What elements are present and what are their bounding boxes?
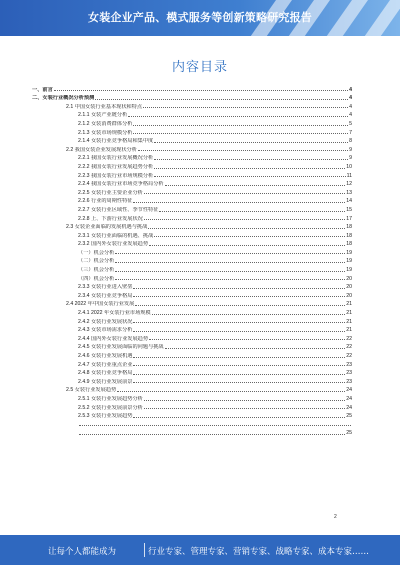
toc-leader-dots <box>133 357 345 358</box>
page-number: 2 <box>334 514 337 520</box>
footer-expertise-list: 行业专家、管理专家、营销专家、战略专家、成本专家…… <box>148 547 370 557</box>
toc-leader-dots <box>133 417 345 418</box>
toc-entry-title: 2.3.1 女装行业面临的机遇、挑战 <box>78 232 154 239</box>
toc-entry[interactable] <box>28 393 352 402</box>
toc-entry[interactable] <box>28 290 352 299</box>
toc-leader-dots <box>144 400 345 401</box>
toc-entry[interactable] <box>28 204 352 213</box>
toc-entry-title: 2.2.4 我国女装行业市场竞争格局分析 <box>78 181 164 188</box>
toc-entry[interactable] <box>28 342 352 351</box>
toc-leader-dots <box>133 288 345 289</box>
toc-entry[interactable] <box>28 385 352 394</box>
toc-entry-title: 2.4.1 2022 年女装行业市场规模 <box>78 310 151 317</box>
footer-slogan: 让每个人都能成为 <box>48 547 117 557</box>
toc-leader-dots <box>165 185 346 186</box>
toc-entry[interactable] <box>28 376 352 385</box>
toc-leader-dots <box>154 176 345 177</box>
toc-entry[interactable] <box>28 153 352 162</box>
toc-entry-title: 2.2.3 我国女装行业市场规模分析 <box>78 172 154 179</box>
toc-entry-page: 18 <box>346 241 352 248</box>
toc-entry-page: 22 <box>346 344 352 351</box>
toc-leader-dots <box>133 125 348 126</box>
toc-entry-page: 25 <box>346 430 352 437</box>
toc-entry[interactable] <box>28 350 352 359</box>
toc-entry[interactable] <box>28 110 352 119</box>
toc-entry-title: 2.4.7 女装行业重点企业 <box>78 361 133 368</box>
toc-leader-dots <box>115 253 345 254</box>
toc-leader-dots <box>79 434 345 435</box>
toc-entry[interactable] <box>28 222 352 231</box>
toc-entry-page: 14 <box>346 198 352 205</box>
toc-entry-page: 22 <box>346 353 352 359</box>
toc-entry[interactable] <box>28 282 352 291</box>
toc-entry-title: （三）机会分析 <box>78 267 115 274</box>
toc-entry-title: 2.2.6 行业的周期性特征 <box>78 198 133 205</box>
toc-leader-dots <box>165 348 346 349</box>
toc-entry[interactable] <box>28 299 352 308</box>
toc-entry[interactable] <box>28 256 352 265</box>
toc-leader-dots <box>95 99 348 100</box>
toc-leader-dots <box>149 245 345 246</box>
toc-entry-page: 5 <box>349 120 352 127</box>
toc-entry-page: 9 <box>349 155 352 162</box>
toc-entry[interactable] <box>28 307 352 316</box>
toc-leader-dots <box>128 116 348 117</box>
toc-entry-page: 21 <box>346 327 352 334</box>
toc-entry[interactable] <box>28 368 352 377</box>
toc-entry[interactable] <box>28 144 352 153</box>
toc-entry-title: 2.2.2 我国女装行业发展趋势分析 <box>78 163 154 170</box>
toc-entry-page: 11 <box>346 172 352 179</box>
toc-entry-title: 2.2.5 女装行业主要企业分析 <box>78 189 143 196</box>
toc-entry-page: 24 <box>346 387 352 394</box>
toc-leader-dots <box>133 331 345 332</box>
toc-leader-dots <box>133 322 345 323</box>
toc-entry[interactable] <box>28 239 352 248</box>
toc-entry[interactable] <box>28 179 352 188</box>
toc-title: 内容目录 <box>171 60 228 75</box>
toc-entry-page: 4 <box>349 112 352 119</box>
toc-leader-dots <box>144 219 345 220</box>
toc-entry[interactable] <box>28 101 352 110</box>
toc-entry-page: 4 <box>349 103 352 110</box>
toc-entry-title: 2.1.3 女装市场规模分析 <box>78 129 133 136</box>
toc-entry-page: 23 <box>346 378 352 385</box>
toc-entry-page: 8 <box>349 138 352 145</box>
toc-leader-dots <box>149 339 345 340</box>
toc-entry-title: 一、前言 <box>32 86 53 93</box>
toc-entry[interactable] <box>28 93 352 102</box>
toc-entry-page: 21 <box>346 318 352 325</box>
toc-entry[interactable] <box>28 136 352 145</box>
toc-entry-page: 23 <box>346 370 352 377</box>
toc-entry-page: 15 <box>346 206 352 213</box>
toc-entry-page: 7 <box>349 129 352 136</box>
toc-entry-page: 19 <box>346 267 352 274</box>
toc-entry-title: 2.5.1 女装行业发展趋势分析 <box>78 395 143 402</box>
toc-entry-page: 20 <box>346 284 352 291</box>
toc-leader-dots <box>79 425 351 426</box>
toc-entry-title: （一）机会分析 <box>78 249 115 256</box>
toc-entry-title: 2.5 女装行业发展趋势 <box>66 387 117 394</box>
toc-entry-title: 2.4.5 女装行业发展面临的问题与挑战 <box>78 344 164 351</box>
toc-leader-dots <box>144 193 345 194</box>
toc-entry-title: 2.1.1 女装产业链分析 <box>78 112 128 119</box>
toc-entry-page: 21 <box>346 310 352 317</box>
toc-entry-page: 13 <box>346 189 352 196</box>
toc-entry-page: 17 <box>346 215 352 222</box>
toc-entry-title: 2.3.2 国内外女装行业发展趋势 <box>78 241 149 248</box>
toc-entry[interactable] <box>28 333 352 342</box>
toc-entry[interactable] <box>28 230 352 239</box>
toc-entry[interactable] <box>28 247 352 256</box>
toc-entry[interactable] <box>28 273 352 282</box>
toc-leader-dots <box>144 408 345 409</box>
toc-leader-dots <box>133 382 345 383</box>
toc-entry[interactable] <box>28 402 352 411</box>
footer-divider <box>144 543 145 557</box>
footer-banner <box>0 535 400 565</box>
toc-entry-title: （二）机会分析 <box>78 258 115 265</box>
toc-leader-dots <box>133 374 345 375</box>
toc-leader-dots <box>154 159 348 160</box>
toc-entry[interactable] <box>28 264 352 273</box>
toc-entry-title: 2.2.8 上、下游行业发展状况 <box>78 215 143 222</box>
toc-entry-page: 25 <box>346 413 352 420</box>
toc-entry-title: 2.3 女装企业面临的发展机遇与挑战 <box>66 224 148 231</box>
toc-entry-title: 2.2 我国女装企业发展现状分析 <box>66 146 137 153</box>
toc-entry-page: 24 <box>346 404 352 411</box>
toc-entry-title: 2.4.6 女装行业发展机遇 <box>78 353 133 359</box>
toc-entry[interactable] <box>28 170 352 179</box>
toc-entry-page: 23 <box>346 361 352 368</box>
toc-entry-title: 2.4.4 国内外女装行业发展趋势 <box>78 335 149 342</box>
toc-entry-page: 10 <box>346 163 352 170</box>
toc-entry[interactable] <box>28 316 352 325</box>
toc-leader-dots <box>159 211 345 212</box>
toc-entry-page: 20 <box>346 275 352 282</box>
toc-entry-title: 2.4.3 女装市场需求分析 <box>78 327 133 334</box>
toc-entry[interactable] <box>28 127 352 136</box>
toc-entry-page: 19 <box>346 249 352 256</box>
toc-leader-dots <box>154 142 348 143</box>
toc-entry-title: 2.5.2 女装行业发展前景分析 <box>78 404 143 411</box>
toc-entry-page: 18 <box>346 232 352 239</box>
toc-entry-page: 4 <box>349 86 352 93</box>
toc-leader-dots <box>133 202 345 203</box>
toc-entry[interactable] <box>28 187 352 196</box>
toc-leader-dots <box>148 228 345 229</box>
toc-entry-title: 2.1.4 女装行业竞争格局和集中度 <box>78 138 154 145</box>
toc-leader-dots <box>154 236 345 237</box>
toc-entry-page: 12 <box>346 181 352 188</box>
toc-entry-page: 20 <box>346 292 352 299</box>
toc-entry-title: （四）机会分析 <box>78 275 115 282</box>
toc-entry-title: 2.5.3 女装行业发展趋势 <box>78 413 133 420</box>
toc-entry-title: 2.4 2022 年中国女装行业发展 <box>66 301 135 308</box>
toc-entry[interactable] <box>28 428 352 437</box>
toc-entry-page: 21 <box>346 301 352 308</box>
toc-entry-title: 2.1.2 女装消费群体分析 <box>78 120 133 127</box>
toc-leader-dots <box>54 90 348 91</box>
toc-entry[interactable] <box>28 419 352 428</box>
table-of-contents <box>28 84 352 436</box>
report-header <box>0 0 400 36</box>
toc-leader-dots <box>135 305 345 306</box>
toc-leader-dots <box>133 296 345 297</box>
toc-entry-title: 二、女装行业概况分析预测 <box>32 95 95 102</box>
toc-leader-dots <box>115 271 345 272</box>
toc-entry[interactable] <box>28 359 352 368</box>
toc-entry[interactable] <box>28 118 352 127</box>
toc-entry-title: 2.3.4 女装行业竞争格局 <box>78 292 133 299</box>
toc-leader-dots <box>117 391 345 392</box>
toc-entry-title: 2.2.1 我国女装行业发展概况分析 <box>78 155 154 162</box>
toc-entry[interactable] <box>28 411 352 420</box>
toc-entry[interactable] <box>28 325 352 334</box>
toc-entry-page: 19 <box>346 258 352 265</box>
toc-entry-title: 2.1 中国女装行业基本现状和特点 <box>66 103 143 110</box>
toc-leader-dots <box>138 150 348 151</box>
toc-entry-page: 9 <box>349 146 352 153</box>
toc-entry[interactable] <box>28 213 352 222</box>
toc-leader-dots <box>154 168 345 169</box>
toc-entry-page: 4 <box>349 95 352 102</box>
toc-leader-dots <box>133 133 348 134</box>
toc-entry[interactable] <box>28 196 352 205</box>
toc-entry[interactable] <box>28 84 352 93</box>
toc-entry-title: 2.3.3 女装行业进入壁垒 <box>78 284 133 291</box>
toc-leader-dots <box>115 279 345 280</box>
toc-entry-page: 22 <box>346 335 352 342</box>
toc-entry-title: 2.2.7 女装行业区域性、季节性特征 <box>78 206 159 213</box>
toc-entry-page: 24 <box>346 395 352 402</box>
toc-entry-title: 2.4.9 女装行业发展前景 <box>78 378 133 385</box>
toc-entry-title: 2.4.8 女装行业竞争格局 <box>78 370 133 377</box>
toc-entry-page: 18 <box>346 224 352 231</box>
toc-entry[interactable] <box>28 161 352 170</box>
report-title: 女装企业产品、模式服务等创新策略研究报告 <box>88 11 312 24</box>
toc-leader-dots <box>133 365 345 366</box>
toc-leader-dots <box>115 262 345 263</box>
toc-entry-title: 2.4.2 女装行业发展状况 <box>78 318 133 325</box>
toc-leader-dots <box>143 107 348 108</box>
toc-leader-dots <box>152 314 346 315</box>
